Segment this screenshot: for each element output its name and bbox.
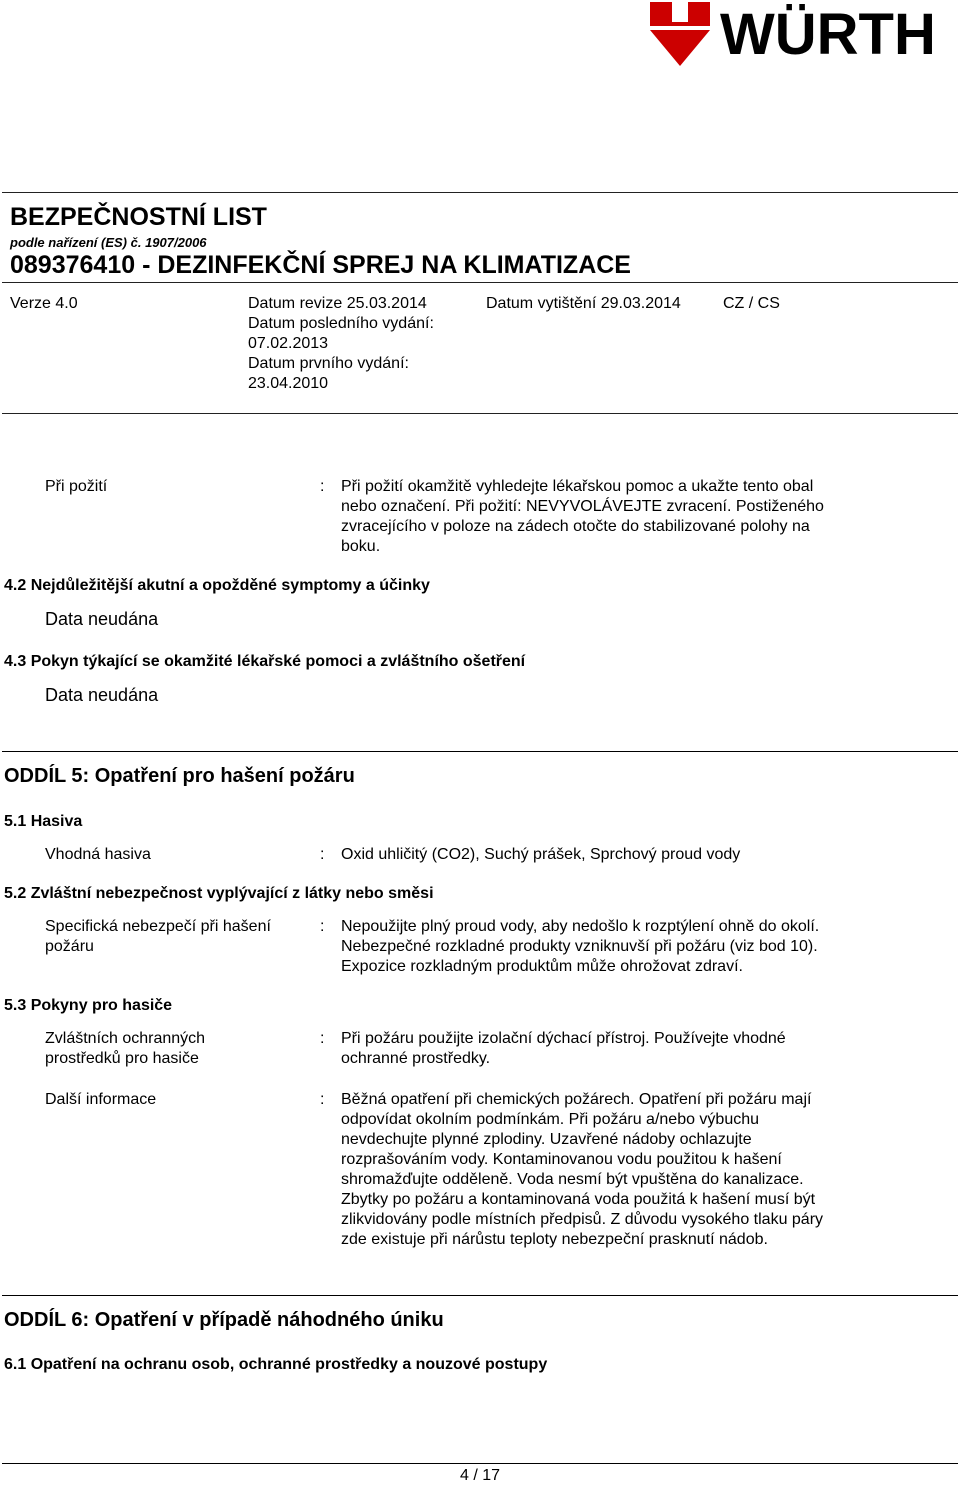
section-6-title: ODDÍL 6: Opatření v případě náhodného úniku <box>4 1309 444 1331</box>
specific-hazards-text <box>341 917 819 977</box>
specific-hazards-colon: : <box>320 918 325 935</box>
header-mid-rule <box>2 282 958 283</box>
section-6-rule <box>2 1295 958 1296</box>
other-info-label: Další informace <box>45 1091 157 1108</box>
text-line: Zbytky po požáru a kontaminovaná voda použitá k hašení musí být <box>341 1191 816 1208</box>
label-line: Zvláštních ochranných <box>45 1030 206 1047</box>
text-line: Nebezpečné rozkladné produkty vzniknuvší při požáru (viz bod 10). <box>341 938 818 955</box>
document-title: BEZPEČNOSTNÍ LIST <box>10 203 267 231</box>
label-line: Specifická nebezpečí při hašení <box>45 918 271 935</box>
other-info-text <box>341 1090 823 1250</box>
subsection-5-2-heading: 5.2 Zvláštní nebezpečnost vyplývající z látky nebo směsi <box>4 885 434 902</box>
text-line: zvracejícího v poloze na zádech otočte do stabilizované polohy na <box>341 518 810 535</box>
header-top-rule <box>2 192 958 193</box>
revision-line: Datum posledního vydání: <box>248 315 434 332</box>
extinguishing-media-colon: : <box>320 846 325 863</box>
label-line: prostředků pro hasiče <box>45 1050 199 1067</box>
product-name: 089376410 - DEZINFEKČNÍ SPREJ NA KLIMATIZACE <box>10 251 631 279</box>
wurth-logo-graphic <box>648 0 960 70</box>
subsection-6-1-heading: 6.1 Opatření na ochranu osob, ochranné prostředky a nouzové postupy <box>4 1356 548 1373</box>
footer-rule <box>2 1463 958 1464</box>
revision-line: 07.02.2013 <box>248 335 329 352</box>
wurth-logo <box>648 0 960 70</box>
firefighter-equipment-text <box>341 1029 786 1069</box>
version-label: Verze 4.0 <box>10 295 78 312</box>
text-line: Expozice rozkladným produktům může ohrožovat zdraví. <box>341 958 743 975</box>
subsection-4-2-text: Data neudána <box>45 609 159 629</box>
revision-line: 23.04.2010 <box>248 375 329 392</box>
extinguishing-media-label: Vhodná hasiva <box>45 846 151 863</box>
text-line: zde existuje při nárůstu teploty nebezpeční prasknutí nádob. <box>341 1231 768 1248</box>
subsection-4-3-text: Data neudána <box>45 685 159 705</box>
label-line: požáru <box>45 938 94 955</box>
subsection-5-1-heading: 5.1 Hasiva <box>4 813 83 830</box>
text-line: nebo označení. Při požití: NEVYVOLÁVEJTE zvracení. Postiženého <box>341 498 824 515</box>
ingestion-text <box>341 477 824 557</box>
print-date: Datum vytištění 29.03.2014 <box>486 295 681 312</box>
regulation-reference: podle nařízení (ES) č. 1907/2006 <box>10 235 207 250</box>
firefighter-equipment-label <box>45 1029 205 1069</box>
ingestion-colon: : <box>320 478 325 495</box>
text-line: boku. <box>341 538 381 555</box>
wurth-logo-text: WÜRTH <box>720 2 936 67</box>
specific-hazards-label <box>45 917 271 957</box>
revision-block <box>248 294 434 394</box>
subsection-5-3-heading: 5.3 Pokyny pro hasiče <box>4 997 173 1014</box>
text-line: rozprašováním vody. Kontaminovanou vodu použitou k hašení <box>341 1151 782 1168</box>
page-number: 4 / 17 <box>459 1467 501 1484</box>
section-5-rule <box>2 751 958 752</box>
text-line: shromažďujte odděleně. Voda nesmí být vpuštěna do kanalizace. <box>341 1171 804 1188</box>
revision-line: Datum revize 25.03.2014 <box>248 295 427 312</box>
firefighter-equipment-colon: : <box>320 1030 325 1047</box>
text-line: odpovídat okolním podmínkám. Při požáru a/nebo výbuchu <box>341 1111 760 1128</box>
ingestion-label: Při požití <box>45 478 108 495</box>
text-line: Běžná opatření při chemických požárech. Opatření při požáru mají <box>341 1091 812 1108</box>
text-line: ochranné prostředky. <box>341 1050 491 1067</box>
subsection-4-3-heading: 4.3 Pokyn týkající se okamžité lékařské pomoci a zvláštního ošetření <box>4 653 526 670</box>
subsection-4-2-heading: 4.2 Nejdůležitější akutní a opožděné symptomy a účinky <box>4 577 430 594</box>
header-bottom-rule <box>2 413 958 414</box>
text-line: Při požáru použijte izolační dýchací přístroj. Používejte vhodné <box>341 1030 786 1047</box>
section-5-title: ODDÍL 5: Opatření pro hašení požáru <box>4 765 355 787</box>
extinguishing-media-value: Oxid uhličitý (CO2), Suchý prášek, Sprchový proud vody <box>341 846 741 863</box>
text-line: Při požití okamžitě vyhledejte lékařskou pomoc a ukažte tento obal <box>341 478 814 495</box>
other-info-colon: : <box>320 1091 325 1108</box>
revision-line: Datum prvního vydání: <box>248 355 409 372</box>
language-code: CZ / CS <box>723 295 780 312</box>
text-line: Nepoužijte plný proud vody, aby nedošlo k rozptýlení ohně do okolí. <box>341 918 820 935</box>
text-line: zlikvidovány podle místních předpisů. Z důvodu vysokého tlaku páry <box>341 1211 824 1228</box>
text-line: nevdechujte plynné zplodiny. Uzavřené nádoby ochlazujte <box>341 1131 752 1148</box>
